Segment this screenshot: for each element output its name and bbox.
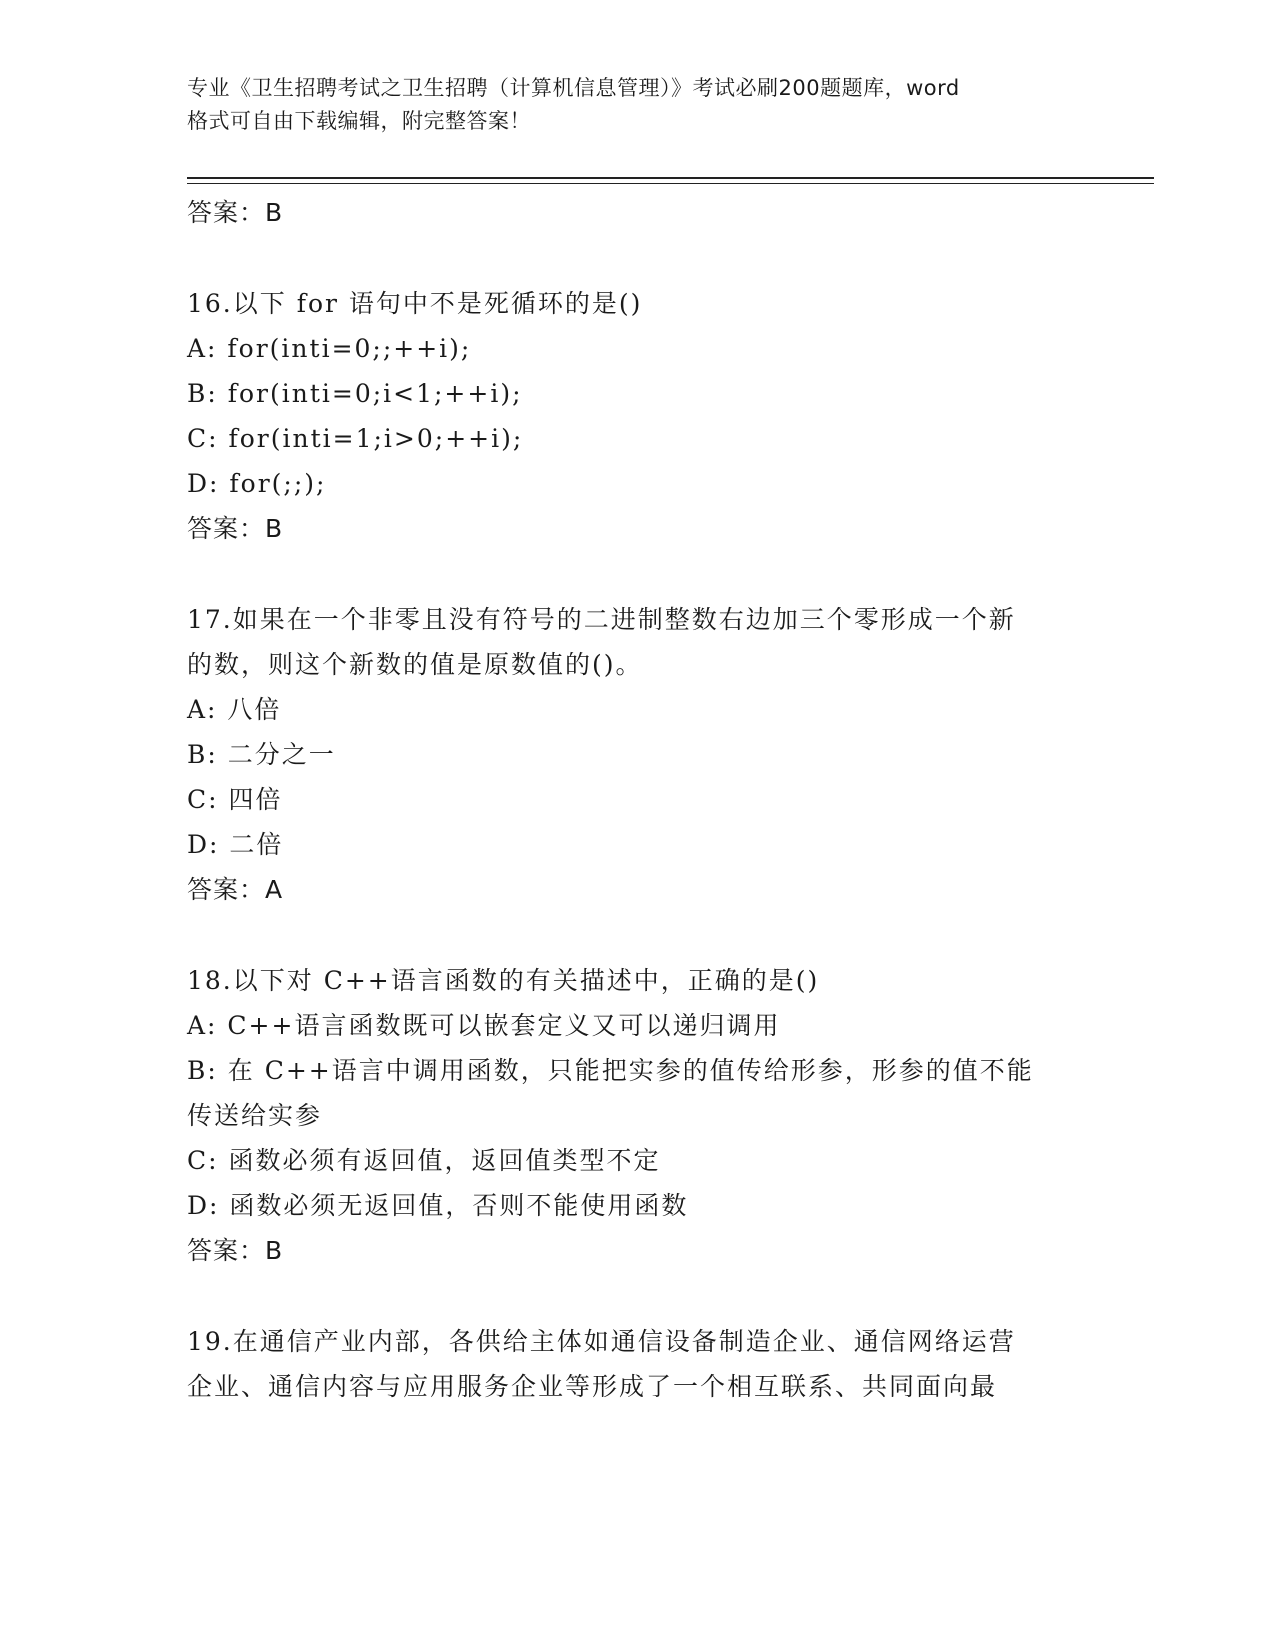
question-stem: 18.以下对 C++语言函数的有关描述中，正确的是(): [187, 966, 820, 995]
option-b-continued: 传送给实参: [187, 1101, 323, 1130]
question-stem-line-2: 企业、通信内容与应用服务企业等形成了一个相互联系、共同面向最: [187, 1372, 998, 1401]
option-b: B: 二分之一: [187, 740, 336, 769]
question-19: [187, 1319, 1087, 1409]
option-a: A: 八倍: [187, 695, 282, 724]
question-stem-line-2: 的数，则这个新数的值是原数值的()。: [187, 650, 643, 679]
header-title-line-2: 格式可自由下载编辑，附完整答案！: [187, 109, 531, 133]
answer-prev: 答案：B: [187, 198, 284, 227]
option-c: C: 四倍: [187, 785, 283, 814]
question-stem: 16.以下 for 语句中不是死循环的是(): [187, 289, 643, 318]
spacer: [187, 235, 1087, 281]
spacer: [187, 551, 1087, 597]
spacer: [187, 1273, 1087, 1319]
option-c: C: for(inti=1;i>0;++i);: [187, 424, 524, 453]
question-18: [187, 958, 1087, 1273]
document-header: [187, 72, 1087, 138]
question-16: [187, 281, 1087, 551]
answer: 答案：B: [187, 514, 284, 543]
option-a: A: C++语言函数既可以嵌套定义又可以递归调用: [187, 1011, 781, 1040]
option-d: D: 函数必须无返回值，否则不能使用函数: [187, 1191, 689, 1220]
spacer: [187, 912, 1087, 958]
option-c: C: 函数必须有返回值，返回值类型不定: [187, 1146, 661, 1175]
answer: 答案：A: [187, 875, 284, 904]
option-a: A: for(inti=0;;++i);: [187, 334, 472, 363]
answer: 答案：B: [187, 1236, 284, 1265]
option-d: D: 二倍: [187, 830, 284, 859]
question-stem-line-1: 19.在通信产业内部，各供给主体如通信设备制造企业、通信网络运营: [187, 1327, 1016, 1356]
header-title-line-1: 专业《卫生招聘考试之卫生招聘（计算机信息管理）》考试必刷200题题库，word: [187, 76, 960, 100]
option-d: D: for(;;);: [187, 469, 327, 498]
question-stem-line-1: 17.如果在一个非零且没有符号的二进制整数右边加三个零形成一个新: [187, 605, 1016, 634]
header-divider-thin: [187, 183, 1154, 184]
option-b: B: for(inti=0;i<1;++i);: [187, 379, 523, 408]
header-divider-thick: [187, 177, 1154, 179]
option-b: B: 在 C++语言中调用函数，只能把实参的值传给形参，形参的值不能: [187, 1056, 1034, 1085]
question-list: [187, 190, 1087, 1409]
question-17: [187, 597, 1087, 912]
